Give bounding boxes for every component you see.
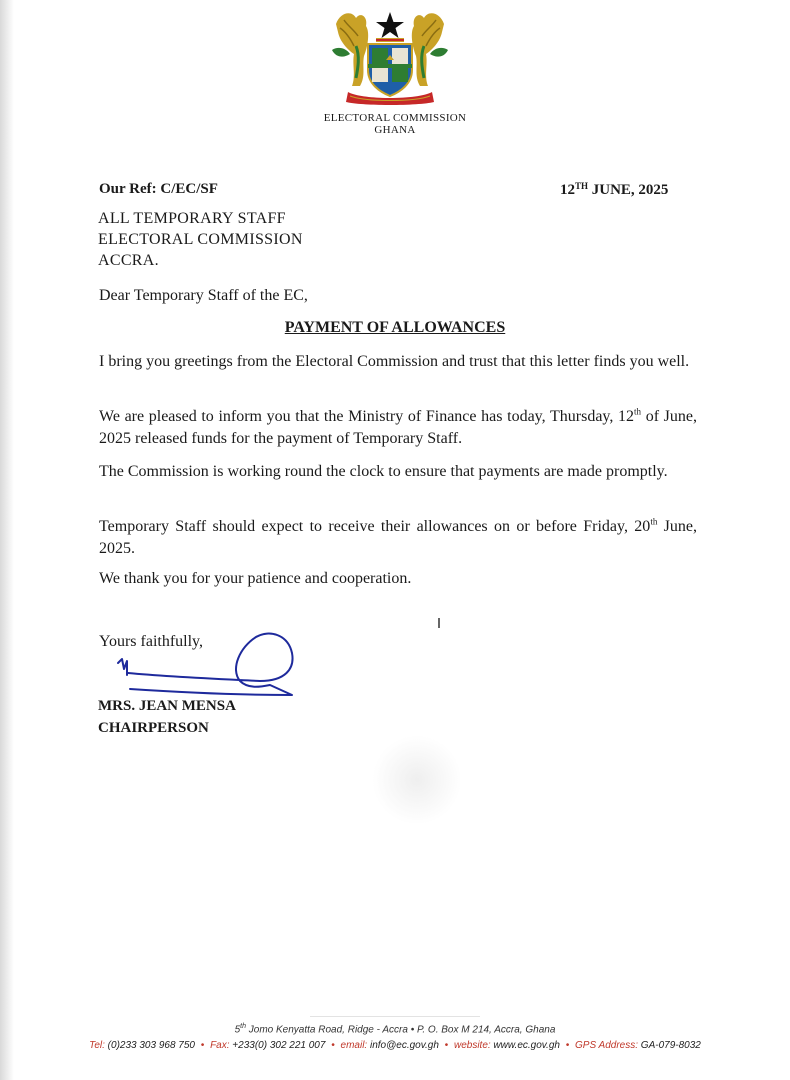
recipient-line: ALL TEMPORARY STAFF — [98, 210, 286, 227]
fax-value: +233(0) 302 221 007 — [229, 1040, 326, 1051]
footer-address: 5th Jomo Kenyatta Road, Ridge - Accra • P. O. Box M 214, Accra, Ghana — [234, 1023, 556, 1036]
page-edge-shadow — [0, 0, 14, 1080]
org-name-line2: GHANA — [374, 124, 416, 136]
footer-divider — [310, 1016, 480, 1017]
tel-label: Tel: — [89, 1040, 105, 1051]
date-suffix: TH — [575, 181, 589, 191]
gps-value: GA-079-8032 — [638, 1040, 701, 1051]
email-label: email: — [340, 1040, 368, 1051]
body-paragraph-funds-released: We are pleased to inform you that the Ministry of Finance has today, Thursday, 12th of June, 2025 released funds for the payment of Temporary Staff. — [99, 406, 697, 447]
body-paragraph-payment-date: Temporary Staff should expect to receive their allowances on or before Friday, 20th June, 2025. — [99, 516, 698, 557]
gps-label: GPS Address: — [575, 1040, 639, 1051]
footer-contacts — [0, 1040, 790, 1051]
subject-heading: PAYMENT OF ALLOWANCES — [284, 319, 506, 336]
signer-title: CHAIRPERSON — [98, 720, 209, 736]
separator: • — [444, 1040, 449, 1051]
body-paragraph-commission-working: The Commission is working round the clock to ensure that payments are made promptly. — [99, 463, 668, 480]
reference-number: Our Ref: C/EC/SF — [99, 181, 218, 197]
body-paragraph-greeting: I bring you greetings from the Electoral Commission and trust that this letter finds you well. — [99, 353, 690, 370]
left-eagle-icon — [332, 13, 368, 86]
separator: • — [331, 1040, 335, 1051]
ghana-coat-of-arms-icon — [326, 6, 454, 106]
faded-stamp-mark — [372, 735, 462, 825]
separator: • — [200, 1040, 205, 1051]
recipient-line: ELECTORAL COMMISSION — [98, 231, 303, 248]
separator: • — [565, 1040, 570, 1051]
closing-phrase: Yours faithfully, — [99, 633, 204, 650]
recipient-address — [98, 208, 303, 271]
fax-label: Fax: — [210, 1040, 230, 1051]
body-paragraph-thanks: We thank you for your patience and cooperation. — [99, 570, 412, 587]
signer-name: MRS. JEAN MENSA — [98, 698, 236, 714]
tel-value: (0)233 303 968 750 — [104, 1040, 195, 1051]
letter-date — [560, 181, 668, 199]
date-rest: JUNE, 2025 — [588, 182, 669, 198]
stray-mark — [438, 618, 440, 628]
email-link[interactable]: info@ec.gov.gh — [367, 1040, 439, 1051]
organization-name — [0, 112, 790, 136]
right-eagle-icon — [412, 13, 448, 86]
black-star-icon — [376, 12, 404, 38]
org-name-line1: ELECTORAL COMMISSION — [323, 112, 467, 124]
website-label: website: — [453, 1040, 491, 1051]
salutation: Dear Temporary Staff of the EC, — [99, 287, 308, 304]
website-link[interactable]: www.ec.gov.gh — [490, 1040, 560, 1051]
handwritten-signature-icon — [110, 625, 305, 705]
date-day: 12 — [560, 182, 575, 198]
recipient-line: ACCRA. — [98, 252, 159, 269]
